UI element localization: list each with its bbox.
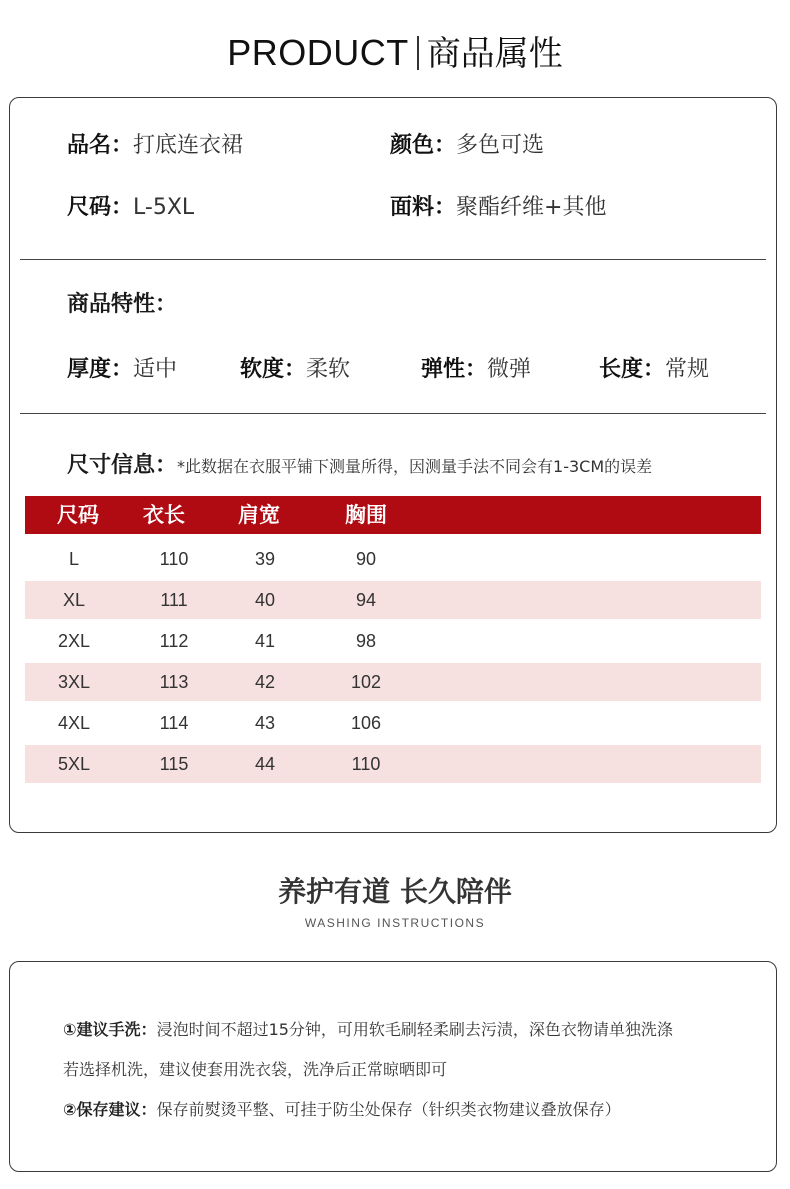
cell-chest: 110	[351, 754, 381, 774]
cell-shoulder: 43	[254, 713, 276, 733]
attr-color-label: 颜色：	[390, 133, 457, 158]
feature-label: 厚度：	[67, 357, 134, 382]
table-row	[25, 704, 761, 742]
feature-label: 弹性：	[421, 357, 488, 382]
cell-size: L	[68, 549, 80, 569]
feature-value: 微弹	[487, 357, 532, 382]
attr-size-label: 尺码：	[67, 195, 134, 220]
size-info-title	[67, 451, 652, 482]
store-text: 保存前熨烫平整、可挂于防尘处保存（针织类衣物建议叠放保存）	[156, 1100, 621, 1119]
size-table-header	[25, 496, 761, 534]
feature-length	[599, 355, 709, 385]
header-title-cn: 商品属性	[426, 34, 563, 74]
wash-text: 浸泡时间不超过15分钟，可用软毛刷轻柔刷去污渍，深色衣物请单独洗涤	[156, 1020, 673, 1039]
header-size: 尺码	[57, 503, 99, 527]
attr-color	[390, 131, 544, 161]
attr-fabric-value: 聚酯纤维+其他	[456, 195, 607, 220]
cell-size: XL	[62, 590, 86, 610]
wash-label: ①建议手洗：	[63, 1020, 157, 1039]
table-row	[25, 663, 761, 701]
table-row	[25, 745, 761, 783]
cell-length: 111	[160, 590, 188, 610]
cell-size: 5XL	[57, 754, 91, 774]
cell-length: 112	[159, 631, 189, 651]
feature-value: 柔软	[306, 357, 351, 382]
divider	[20, 259, 766, 260]
header-divider	[417, 36, 419, 70]
table-row	[25, 540, 761, 578]
care-subtitle: WASHING INSTRUCTIONS	[304, 916, 486, 930]
table-row	[25, 581, 761, 619]
cell-size: 2XL	[57, 631, 91, 651]
feature-label: 长度：	[599, 357, 666, 382]
feature-value: 常规	[665, 357, 710, 382]
wash-instruction-2: 若选择机洗，建议使套用洗衣袋，洗净后正常晾晒即可	[63, 1060, 448, 1079]
cell-chest: 90	[355, 549, 377, 569]
cell-shoulder: 41	[254, 631, 276, 651]
attr-name-value: 打底连衣裙	[133, 133, 244, 158]
cell-chest: 102	[350, 672, 382, 692]
feature-softness	[240, 355, 350, 385]
cell-shoulder: 40	[254, 590, 276, 610]
feature-thickness	[67, 355, 177, 385]
attr-name	[67, 131, 243, 161]
features-title: 商品特性：	[67, 292, 178, 317]
attr-color-value: 多色可选	[456, 133, 545, 158]
cell-shoulder: 42	[254, 672, 276, 692]
cell-chest: 106	[350, 713, 382, 733]
attr-size	[67, 193, 194, 223]
header-shoulder: 肩宽	[238, 503, 280, 527]
divider	[20, 413, 766, 414]
cell-length: 110	[159, 549, 189, 569]
cell-chest: 98	[355, 631, 377, 651]
feature-label: 软度：	[240, 357, 307, 382]
attr-fabric	[390, 193, 606, 223]
store-label: ②保存建议：	[63, 1100, 157, 1119]
size-info-note: *此数据在衣服平铺下测量所得，因测量手法不同会有1-3CM的误差	[177, 457, 653, 476]
cell-size: 3XL	[57, 672, 91, 692]
cell-length: 115	[159, 754, 189, 774]
care-title: 养护有道 长久陪伴	[278, 875, 512, 908]
cell-size: 4XL	[57, 713, 91, 733]
header-length: 衣长	[143, 503, 185, 527]
header-chest: 胸围	[345, 503, 387, 527]
header-title-en: PRODUCT	[227, 32, 409, 73]
page-header	[0, 30, 790, 77]
attr-size-value: L-5XL	[133, 195, 195, 220]
wash-instruction	[63, 1018, 673, 1042]
feature-elasticity	[421, 355, 531, 385]
cell-chest: 94	[355, 590, 377, 610]
cell-shoulder: 39	[254, 549, 276, 569]
cell-length: 113	[159, 672, 189, 692]
attr-name-label: 品名：	[67, 133, 134, 158]
storage-instruction	[63, 1098, 621, 1122]
cell-length: 114	[159, 713, 189, 733]
feature-value: 适中	[133, 357, 178, 382]
cell-shoulder: 44	[254, 754, 276, 774]
attr-fabric-label: 面料：	[390, 195, 457, 220]
table-row	[25, 622, 761, 660]
size-info-label: 尺寸信息：	[67, 453, 178, 478]
